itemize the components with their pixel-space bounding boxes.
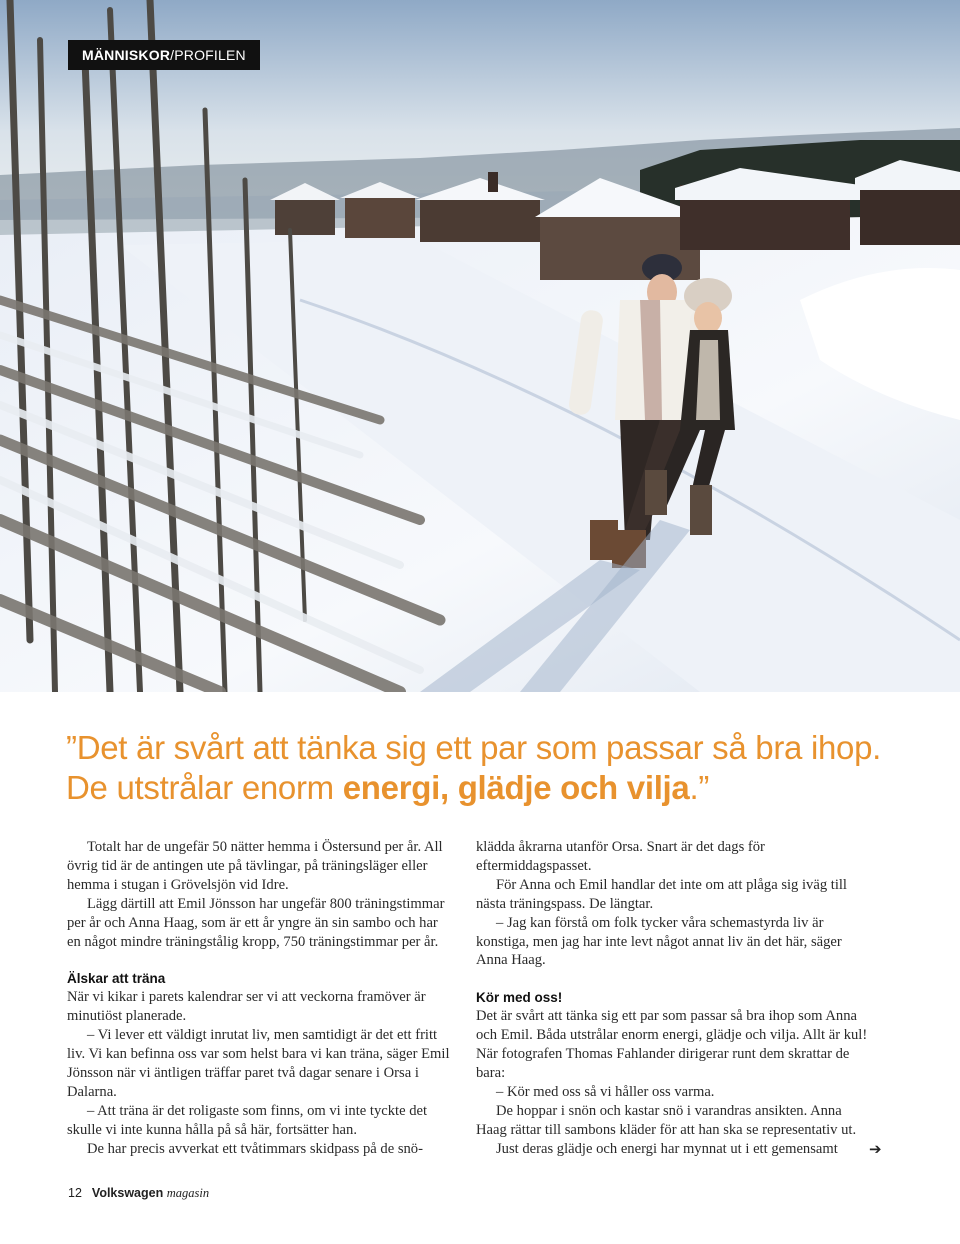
subheading: Kör med oss! [476,990,563,1006]
paragraph: – Jag kan förstå om folk tycker våra schemastyrda liv är konstiga, men jag har inte levt något annat liv än det här, säger Anna Haag. [476,914,842,969]
paragraph: Totalt har de ungefär 50 nätter hemma i Östersund per år. All övrig tid är de antingen ute på tävlingar, på träningsläger eller hemma i stugan i Grövelsjön vid Idre. [67,839,443,893]
paragraph: Det är svårt att tänka sig ett par som passar så bra ihop som Anna och Emil. Båda utstrålar enorm energi, glädje och vilja. Allt är kul! När fotografen Thomas Fahlander dirigerar runt dem skrattar de bara: [476,1008,868,1082]
brand-name: Volkswagen [91,1186,164,1200]
paragraph: – Att träna är det roligaste som finns, om vi inte tyckte det skulle vi inte kunna hålla på så här, fortsätter han. [67,1102,428,1138]
subheading: Älskar att träna [67,971,166,987]
section-category: MÄNNISKOR [82,47,171,63]
section-subcategory: PROFILEN [174,47,246,63]
page-footer [68,1186,209,1201]
magazine-name [92,1186,209,1201]
quote-highlight: energi, glädje och vilja [342,769,690,806]
page-number: 12 [68,1186,82,1200]
paragraph: klädda åkrarna utanför Orsa. Snart är det dags för eftermiddagspasset. [476,839,765,874]
article-column-1 [67,838,452,1159]
paragraph: När vi kikar i parets kalendrar ser vi att veckorna framöver är minutiöst planerade. [67,989,426,1025]
article-column-2 [476,838,876,1159]
brand-suffix: magasin [166,1186,210,1200]
paragraph: För Anna och Emil handlar det inte om att plåga sig iväg till nästa träningspass. De längtar. [476,876,847,912]
continue-arrow-icon: ➔ [869,1140,882,1158]
quote-open: ”Det är svårt att tänka sig ett par som passar så bra ihop. De utstrålar enorm [66,729,882,806]
paragraph: Lägg därtill att Emil Jönsson har ungefär 800 träningstimmar per år och Anna Haag, som är ett år yngre än sin sambo och har en något mindre träningstålig kropp, 750 träningstimmar per år. [67,895,445,950]
pull-quote [66,728,886,808]
quote-close: .” [689,769,710,806]
paragraph: – Kör med oss så vi håller oss varma. [496,1083,715,1100]
paragraph: – Vi lever ett väldigt inrutat liv, men samtidigt är det ett fritt liv. Vi kan befinna oss var som helst bara vi kan träna, säger Emil Jönsson när vi äntligen träffar paret två dagar senare i Orsa i Dalarna. [67,1027,450,1100]
paragraph: De har precis avverkat ett tvåtimmars skidpass på de snö- [87,1140,423,1157]
paragraph: Just deras glädje och energi har mynnat ut i ett gemensamt [496,1140,838,1157]
paragraph: De hoppar i snön och kastar snö i varandras ansikten. Anna Haag rättar till sambons kläder för att han ska se representativ ut. [476,1102,857,1138]
section-tag [68,40,260,70]
section-separator: / [170,47,175,63]
